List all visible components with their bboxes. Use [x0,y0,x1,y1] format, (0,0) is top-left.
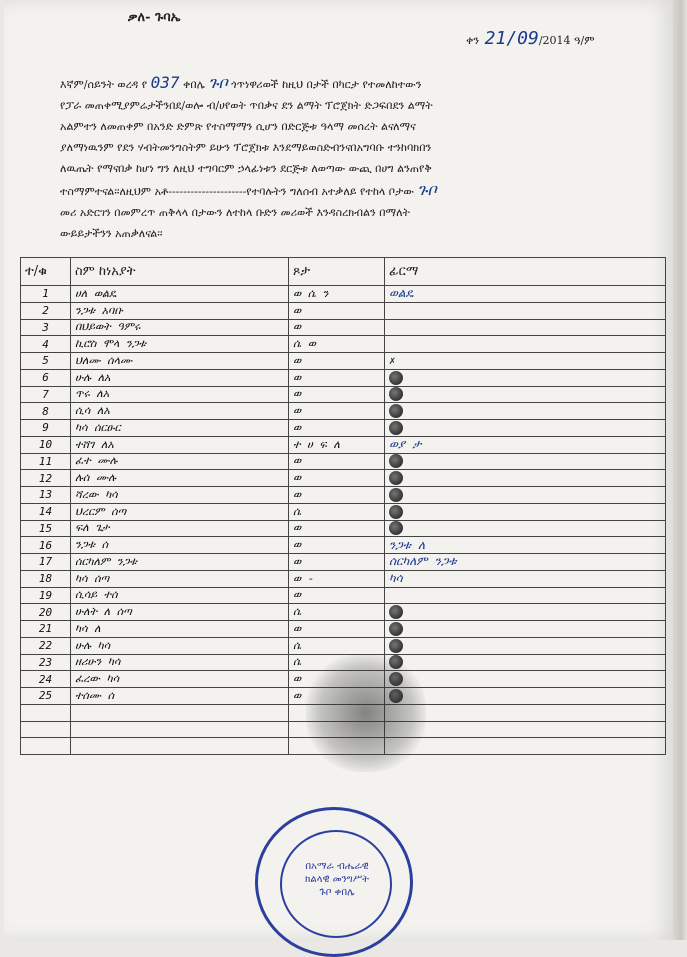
row-name: ተሰሙ ሰ [71,688,289,705]
table-row [21,436,666,453]
table-row [21,336,666,353]
row-number: 18 [21,570,71,587]
row-gender: ወ [289,537,385,554]
table-row [21,604,666,621]
row-signature [385,621,666,638]
row-signature [385,637,666,654]
date-handwritten: 21/09 [484,28,539,49]
row-gender: ሴ [289,654,385,671]
row-gender: ወ [289,688,385,705]
row-number: 20 [21,604,71,621]
row-number: 13 [21,487,71,504]
row-gender: ተ ሀ ፍ ለ [289,436,385,453]
row-signature [385,688,666,705]
row-gender: ወ [289,386,385,403]
row-name: ህረርም ሰጣ [71,503,289,520]
row-signature [385,721,666,738]
table-row [21,487,666,504]
row-signature [385,704,666,721]
table-row [21,570,666,587]
row-name: ካሳ ለ [71,621,289,638]
fingerprint-icon [389,505,403,519]
row-number: 5 [21,353,71,370]
row-number: 4 [21,336,71,353]
fingerprint-icon [389,387,403,401]
row-signature [385,286,666,303]
fingerprint-icon [389,605,403,619]
row-signature [385,369,666,386]
signature-text: ሰርካለም ንጋቱ [389,554,457,569]
row-signature [385,420,666,437]
body-line-3: አልምተን ለመጠቀም በአንድ ድምጽ የተስማማን ሲሆን በድርጅቱ ዓላማ መሰረት ልናለማና [60,120,416,133]
row-signature [385,654,666,671]
row-number [21,738,71,755]
row-signature [385,503,666,520]
table-row [21,554,666,571]
table-row [21,403,666,420]
row-number: 21 [21,621,71,638]
row-gender: ወ [289,671,385,688]
row-name: ኪሮስ ሞላ ንጋቱ [71,336,289,353]
row-signature [385,302,666,319]
row-gender: ሴ ወ [289,336,385,353]
row-number [21,721,71,738]
table-row [21,537,666,554]
row-name [71,738,289,755]
row-name: ሰርካለም ንጋቱ [71,554,289,571]
stamp-text: በአማራ ብሔራዊ ክልላዊ መንግሥት ጉቦ ቀበሌ [305,861,369,898]
row-name: ሲሳይ ተሰ [71,587,289,604]
row-name: ካሳ ሰርፁር [71,420,289,437]
row-gender: ወ [289,470,385,487]
row-signature [385,554,666,571]
row-gender: ወ [289,554,385,571]
row-name [71,721,289,738]
row-name: ተሸገ ለአ [71,436,289,453]
leader-name: ጉቦ [417,180,437,199]
fingerprint-icon [389,404,403,418]
paper-edge [673,0,687,940]
row-name: ፈረው ካሳ [71,671,289,688]
row-signature [385,671,666,688]
official-stamp [255,807,413,957]
table-row [21,503,666,520]
body-line-8: ውይይታችንን አጠቃለናል፡፡ [60,227,163,240]
body-line-1-tail: ጎጥነዋሪወች ከዚህ በታች በካርታ የተመለከተውን [231,78,422,91]
row-gender: ሴ [289,503,385,520]
signature-mark: ✗ [389,354,396,368]
row-name: በህይወት ዓምሩ [71,319,289,336]
body-line-1: እኛም/ሰይንት ወረዳ የ 037 ቀበሌ ጉቦ ጎጥነዋሪወች ከዚህ በታች በካርታ የተመለከተውን [60,73,422,92]
table-header-row [21,258,666,286]
row-gender: ወ [289,621,385,638]
row-signature [385,386,666,403]
body-line-7: መሪ አድርገን በመምረጥ ጠቅላላ በታውን ለተከላ ቡድን መሪወች እንዳስረክብልን በማለት [60,206,410,219]
row-name: ጥሩ ለአ [71,386,289,403]
date-field [466,28,595,49]
ink-smudge [306,654,426,772]
row-gender: ወ [289,302,385,319]
row-gender: ሴ [289,637,385,654]
row-number: 19 [21,587,71,604]
table-row [21,637,666,654]
row-name: ሻረው ካሳ [71,487,289,504]
fingerprint-icon [389,421,403,435]
header-number: ተ/ቁ [21,258,71,286]
table-row [21,319,666,336]
row-name: ንጋቱ አባቡ [71,302,289,319]
row-signature [385,436,666,453]
row-name: ሁለት ለ ሰጣ [71,604,289,621]
body-line-5: ለዉጤት የማናበቃ ከሆነ ግን ለዚህ ተግባርም ኃላፊነቱን ደርጅቱ ለወጣው ውጪ በሀግ ልንጠየቅ [60,162,432,175]
table-row [21,386,666,403]
row-signature [385,570,666,587]
row-number: 8 [21,403,71,420]
table-row [21,621,666,638]
document-title: ቃለ- ጉባኤ [128,10,181,25]
row-number: 7 [21,386,71,403]
row-number: 24 [21,671,71,688]
row-signature [385,587,666,604]
row-name: ፈተ ሙሉ [71,453,289,470]
fingerprint-icon [389,471,403,485]
row-signature [385,336,666,353]
body-line-6: ተስማምተናል፡፡ለዚህም አቶ---------------------የተባሉትን ግለሰብ አተቃለይ የተከላ ቦታው ጉቦ [60,180,437,199]
signature-text: ወልዴ [389,286,414,301]
table-row [21,286,666,303]
row-name: ሉሰ ሙሉ [71,470,289,487]
row-number: 12 [21,470,71,487]
row-signature [385,453,666,470]
body-paragraph [60,72,620,244]
fingerprint-icon [389,622,403,636]
row-name: ዘሪሁን ካሳ [71,654,289,671]
fingerprint-icon [389,454,403,468]
fingerprint-icon [389,488,403,502]
kebele-number: 037 [150,73,180,92]
row-gender: ወ - [289,570,385,587]
row-gender: ሴ [289,604,385,621]
date-suffix: /2014 ዓ/ም [538,34,595,47]
table-row [21,470,666,487]
table-row [21,520,666,537]
row-signature [385,403,666,420]
date-prefix: ቀን [466,34,480,47]
row-number: 10 [21,436,71,453]
row-number: 25 [21,688,71,705]
row-number: 22 [21,637,71,654]
table-row [21,453,666,470]
body-line-4: ያለማነዉንም የደን ሃብትመንግስትም ይሁን ፕሮጀክቱ እንደማይወስድብንናበአግባቡ ተንከባክበን [60,141,432,154]
row-gender: ወ [289,369,385,386]
header-gender: ጾታ [289,258,385,286]
signature-text: ንጋቱ ለ [389,537,426,552]
fingerprint-icon [389,371,403,385]
table-row [21,302,666,319]
body-line-2: የፓራ መጠቀሚያምሬታችንበደ/ወሎ ብ/ሀየወት ጥበቃና ደን ልማት ፕሮጀክት ድጋፍበደን ልማት [60,99,433,112]
signature-text: ወያ ታ [389,437,422,452]
row-name [71,704,289,721]
row-number: 3 [21,319,71,336]
row-name: ሁሉ ካሳ [71,637,289,654]
row-number: 11 [21,453,71,470]
row-number: 16 [21,537,71,554]
fingerprint-icon [389,521,403,535]
row-number: 15 [21,520,71,537]
fingerprint-icon [389,639,403,653]
row-number: 23 [21,654,71,671]
row-signature [385,604,666,621]
row-signature [385,487,666,504]
row-number: 17 [21,554,71,571]
row-gender: ወ ሴ ን [289,286,385,303]
row-number: 14 [21,503,71,520]
row-name: ህለሙ ሰላሙ [71,353,289,370]
table-row [21,369,666,386]
row-signature [385,319,666,336]
row-gender: ወ [289,403,385,420]
row-gender: ወ [289,353,385,370]
row-signature [385,520,666,537]
row-name: ሁሉ ለአ [71,369,289,386]
row-signature [385,470,666,487]
row-number [21,704,71,721]
row-gender: ወ [289,487,385,504]
row-name: ፍለ ጌታ [71,520,289,537]
row-gender: ወ [289,587,385,604]
row-name: ንጋቱ ሰ [71,537,289,554]
row-gender: ወ [289,520,385,537]
row-number: 9 [21,420,71,437]
kebele-word: ቀበሌ [183,78,205,91]
row-signature [385,537,666,554]
row-signature [385,738,666,755]
table-row [21,353,666,370]
row-number: 2 [21,302,71,319]
row-gender: ወ [289,420,385,437]
table-row [21,420,666,437]
row-name: ካሳ ሰጣ [71,570,289,587]
table-row [21,587,666,604]
place-name: ጉቦ [208,73,228,92]
signature-text: ካሳ [389,571,403,586]
header-full-name: ስም ከነአያት [71,258,289,286]
row-signature [385,353,666,370]
row-number: 6 [21,369,71,386]
header-signature: ፊርማ [385,258,666,286]
row-name: ሲሳ ለአ [71,403,289,420]
row-gender: ወ [289,319,385,336]
row-gender: ወ [289,453,385,470]
row-name: ሀለ ወልዴ [71,286,289,303]
row-number: 1 [21,286,71,303]
